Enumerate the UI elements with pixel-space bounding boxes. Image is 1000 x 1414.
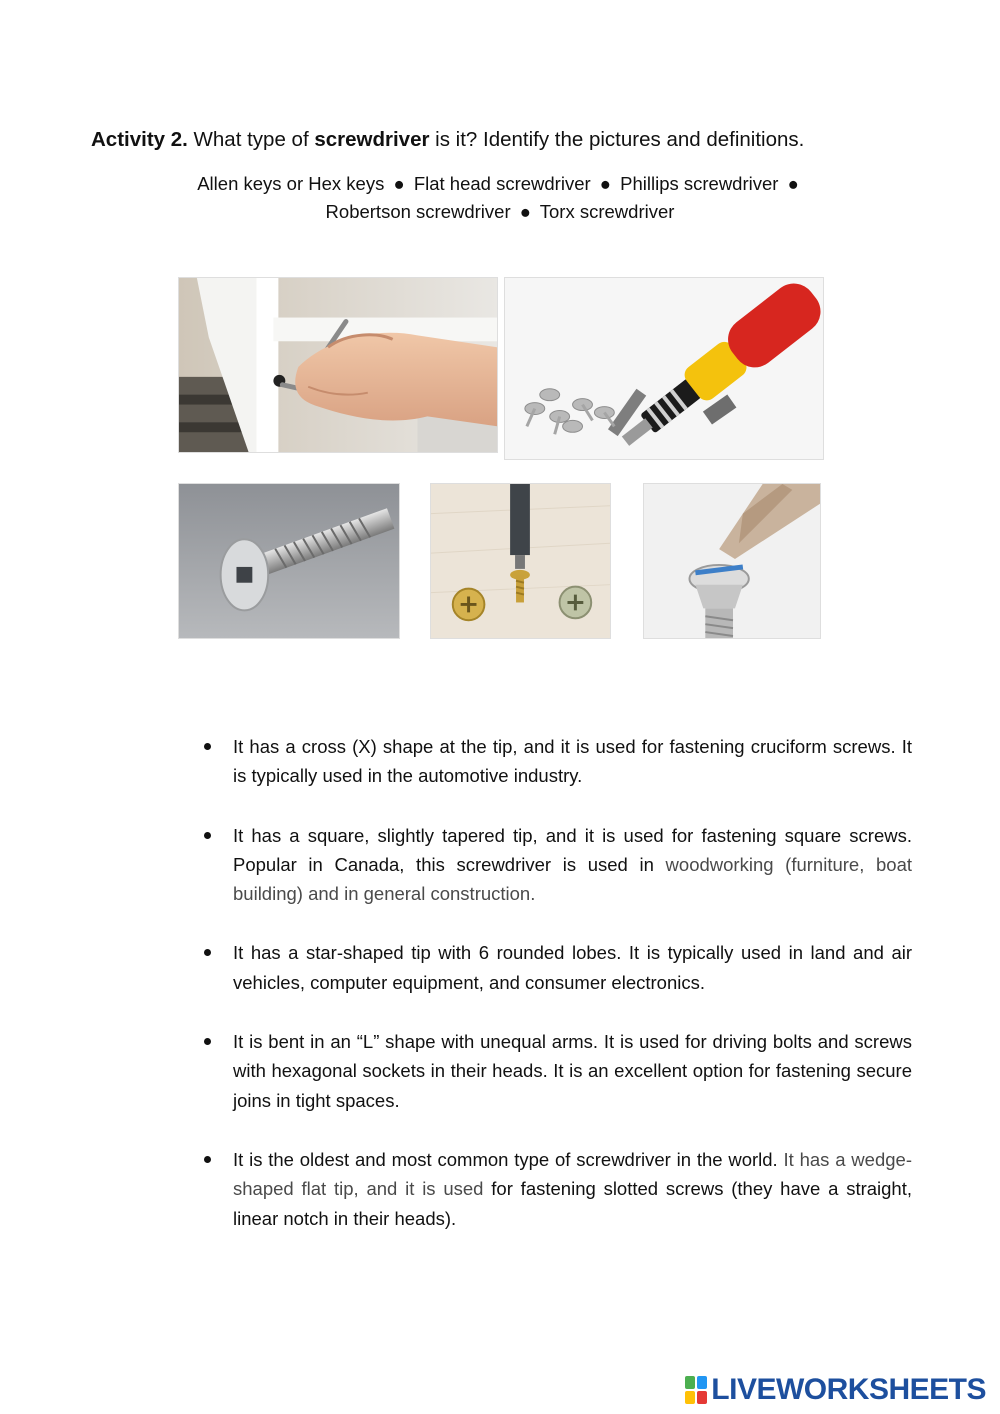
definition-text-tail: for fastening slotted screws (they have a straight, linear notch in their heads). [233,1178,913,1229]
definitions-list [200,732,912,1263]
flat-head-screwdriver-illustration [644,484,820,638]
photo-torx-screwdriver [504,277,824,460]
photo-phillips-screwdriver [430,483,611,639]
definition-text: It has a square, slightly tapered tip, and it is used for fastening square screws. Popular in Canada, this screwdriver is used in [233,824,912,875]
phillips-screwdriver-illustration [431,484,610,638]
word-bank-separator: ● [519,201,531,222]
logo-square [685,1391,695,1404]
torx-screwdriver-illustration [505,278,823,459]
photo-robertson-screw [178,483,400,639]
definition-text: It is bent in an “L” shape with unequal arms. It is used for driving bolts and screws with hexagonal sockets in their heads. It is an excellent option for fastening secure joins in tight spaces. [233,1031,912,1111]
definition-text-muted: It has a wedge-shaped flat tip, and it is used [233,1148,912,1200]
photo-flat-head-screwdriver [643,483,821,639]
photo-allen-key [178,277,498,453]
liveworksheets-logo[interactable] [685,1372,986,1408]
logo-square [685,1376,695,1389]
definition-text-muted: woodworking (furniture, boat building) and in general construction. [233,853,912,905]
logo-square [697,1376,707,1389]
definition-item [200,1145,912,1233]
bullet-icon [204,1156,211,1163]
word-bank-term: Robertson screwdriver [325,201,511,222]
logo-mark-icon [685,1376,707,1404]
allen-key-illustration [179,278,497,452]
question-text-2: is it? Identify the pictures and definitions. [429,128,805,151]
word-bank-term: Torx screwdriver [539,201,675,222]
definition-item [200,732,912,791]
word-bank-term: Allen keys or Hex keys [197,173,385,194]
word-bank-term: Flat head screwdriver [413,173,591,194]
word-bank-separator: ● [599,173,611,194]
logo-text: LIVEWORKSHEETS [711,1373,986,1406]
word-bank-separator: ● [787,173,799,194]
word-bank-line-2 [100,198,900,226]
definition-item [200,1027,912,1115]
word-bank [100,170,900,226]
definition-text: It has a star-shaped tip with 6 rounded lobes. It is typically used in land and air vehicles, computer equipment, and consumer electronics. [233,942,912,993]
word-bank-line-1 [100,170,900,198]
bullet-icon [204,949,211,956]
robertson-screw-illustration [179,484,399,638]
definition-text: It has a cross (X) shape at the tip, and it is used for fastening cruciform screws. It is typically used in the automotive industry. [233,736,912,787]
definition-item [200,821,912,909]
word-bank-term: Phillips screwdriver [620,173,779,194]
bullet-icon [204,1038,211,1045]
activity-heading [91,125,971,155]
definition-text: It is the oldest and most common type of screwdriver in the world. [233,1148,784,1170]
word-bank-separator: ● [393,173,405,194]
definition-item [200,938,912,997]
activity-label: Activity 2. [91,128,188,151]
bullet-icon [204,743,211,750]
question-keyword: screwdriver [314,128,430,151]
bullet-icon [204,832,211,839]
question-text-1: What type of [187,128,315,151]
logo-square [697,1391,707,1404]
